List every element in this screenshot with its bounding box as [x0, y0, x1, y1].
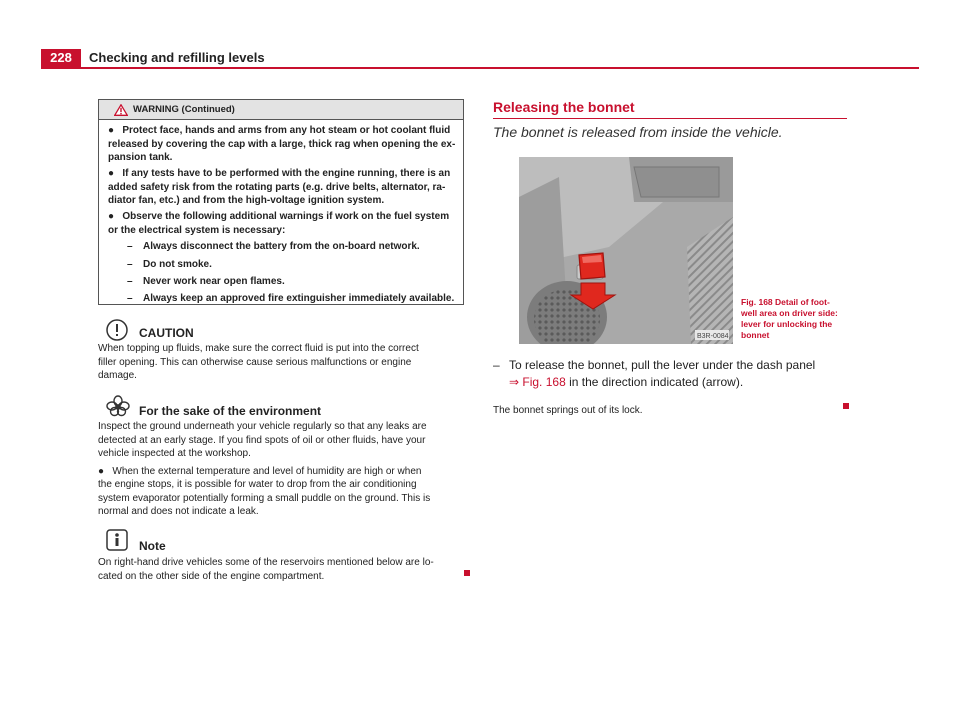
figure-code: B3R-0084 [697, 333, 729, 340]
environment-leaf-icon [106, 395, 130, 417]
page-number: 228 [41, 49, 81, 67]
note-info-icon [106, 529, 128, 551]
warning-sub-item: – Always keep an approved fire extinguisher immediately available. [127, 293, 455, 304]
warning-sub-item: – Always disconnect the battery from the on-board network. [127, 241, 420, 252]
instruction-step: – To release the bonnet, pull the lever under the dash panel ⇒ Fig. 168 in the direction indicated (arrow). [493, 358, 816, 389]
caution-title: CAUTION [139, 326, 194, 340]
caution-text: When topping up fluids, make sure the correct fluid is put into the correct filler opening. This can otherwise cause serious malfunctions or engine damage. [98, 343, 419, 381]
footwell-illustration [519, 157, 733, 344]
figure-caption: Fig. 168 Detail of foot- well area on driver side: lever for unlocking the bonnet [741, 297, 838, 340]
section-end-marker [843, 403, 849, 409]
page-header-title: Checking and refilling levels [89, 50, 265, 65]
warning-bullet-1: ● Protect face, hands and arms from any hot steam or hot coolant fluid released by covering the cap with a large, thick rag when opening the ex- pansion tank. [108, 125, 456, 163]
warning-header [99, 100, 463, 120]
caution-icon [106, 319, 128, 341]
warning-sub-item: – Do not smoke. [127, 259, 212, 270]
warning-triangle-icon [114, 104, 128, 116]
closing-text: The bonnet springs out of its lock. [493, 405, 643, 416]
environment-text: Inspect the ground underneath your vehicle regularly so that any leaks are detected at an early stage. If you find spots of oil or other fluids, have your vehicle inspected at the workshop. ● When the external temperature and level of humidity are high or when the engine stops, it is possible for water to drop from the air conditioning system evaporator potentially forming a small puddle on the ground. This is normal and does not indicate a leak. [98, 421, 431, 517]
note-title: Note [139, 539, 166, 553]
figure-footwell [519, 157, 733, 344]
warning-bullet-2: ● If any tests have to be performed with the engine running, there is an added safety risk from the rotating parts (e.g. drive belts, alternator, ra- diator fan, etc.) and from the high-voltage ignition system. [108, 168, 451, 206]
environment-title: For the sake of the environment [139, 404, 322, 418]
warning-sub-item: – Never work near open flames. [127, 276, 285, 287]
note-text: On right-hand drive vehicles some of the reservoirs mentioned below are lo- cated on the other side of the engine compartment. [98, 557, 434, 582]
section-subtitle: The bonnet is released from inside the vehicle. [493, 124, 783, 140]
figure-reference-link[interactable]: ⇒ Fig. 168 [509, 375, 566, 389]
section-rule [493, 118, 847, 119]
warning-bullet-3: ● Observe the following additional warnings if work on the fuel system or the electrical system is necessary: [108, 211, 450, 236]
section-heading: Releasing the bonnet [493, 99, 635, 115]
section-end-marker [464, 570, 470, 576]
warning-box [98, 99, 464, 305]
warning-heading: WARNING (Continued) [133, 104, 235, 115]
header-rule [41, 67, 919, 69]
